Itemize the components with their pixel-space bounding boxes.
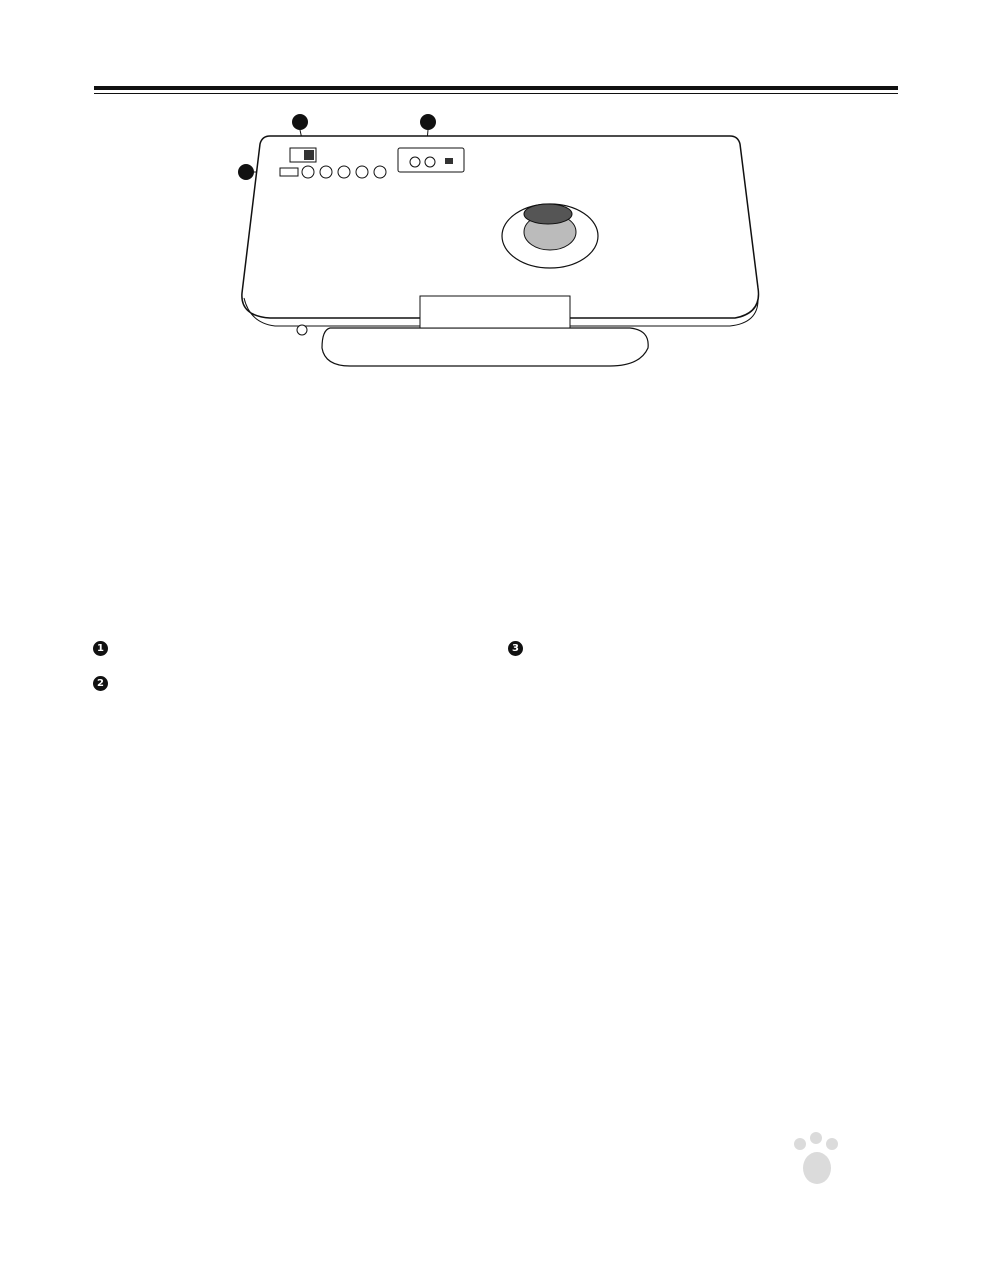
title-rule-thin [94, 93, 898, 94]
handle [322, 328, 648, 366]
item-2-heading [93, 676, 493, 691]
left-column [93, 641, 493, 711]
device-body [242, 136, 759, 318]
right-column [508, 641, 900, 656]
number-3-icon: 3 [508, 641, 523, 656]
baidu-watermark [700, 1130, 930, 1230]
jog-dial [502, 204, 598, 268]
number-2-icon: 2 [93, 676, 108, 691]
title-rule [94, 86, 898, 90]
number-1-icon: 1 [93, 641, 108, 656]
item-1-heading [93, 641, 493, 656]
device-illustration [230, 108, 770, 368]
item-3-heading [508, 641, 900, 656]
paw-icon [794, 1132, 838, 1184]
